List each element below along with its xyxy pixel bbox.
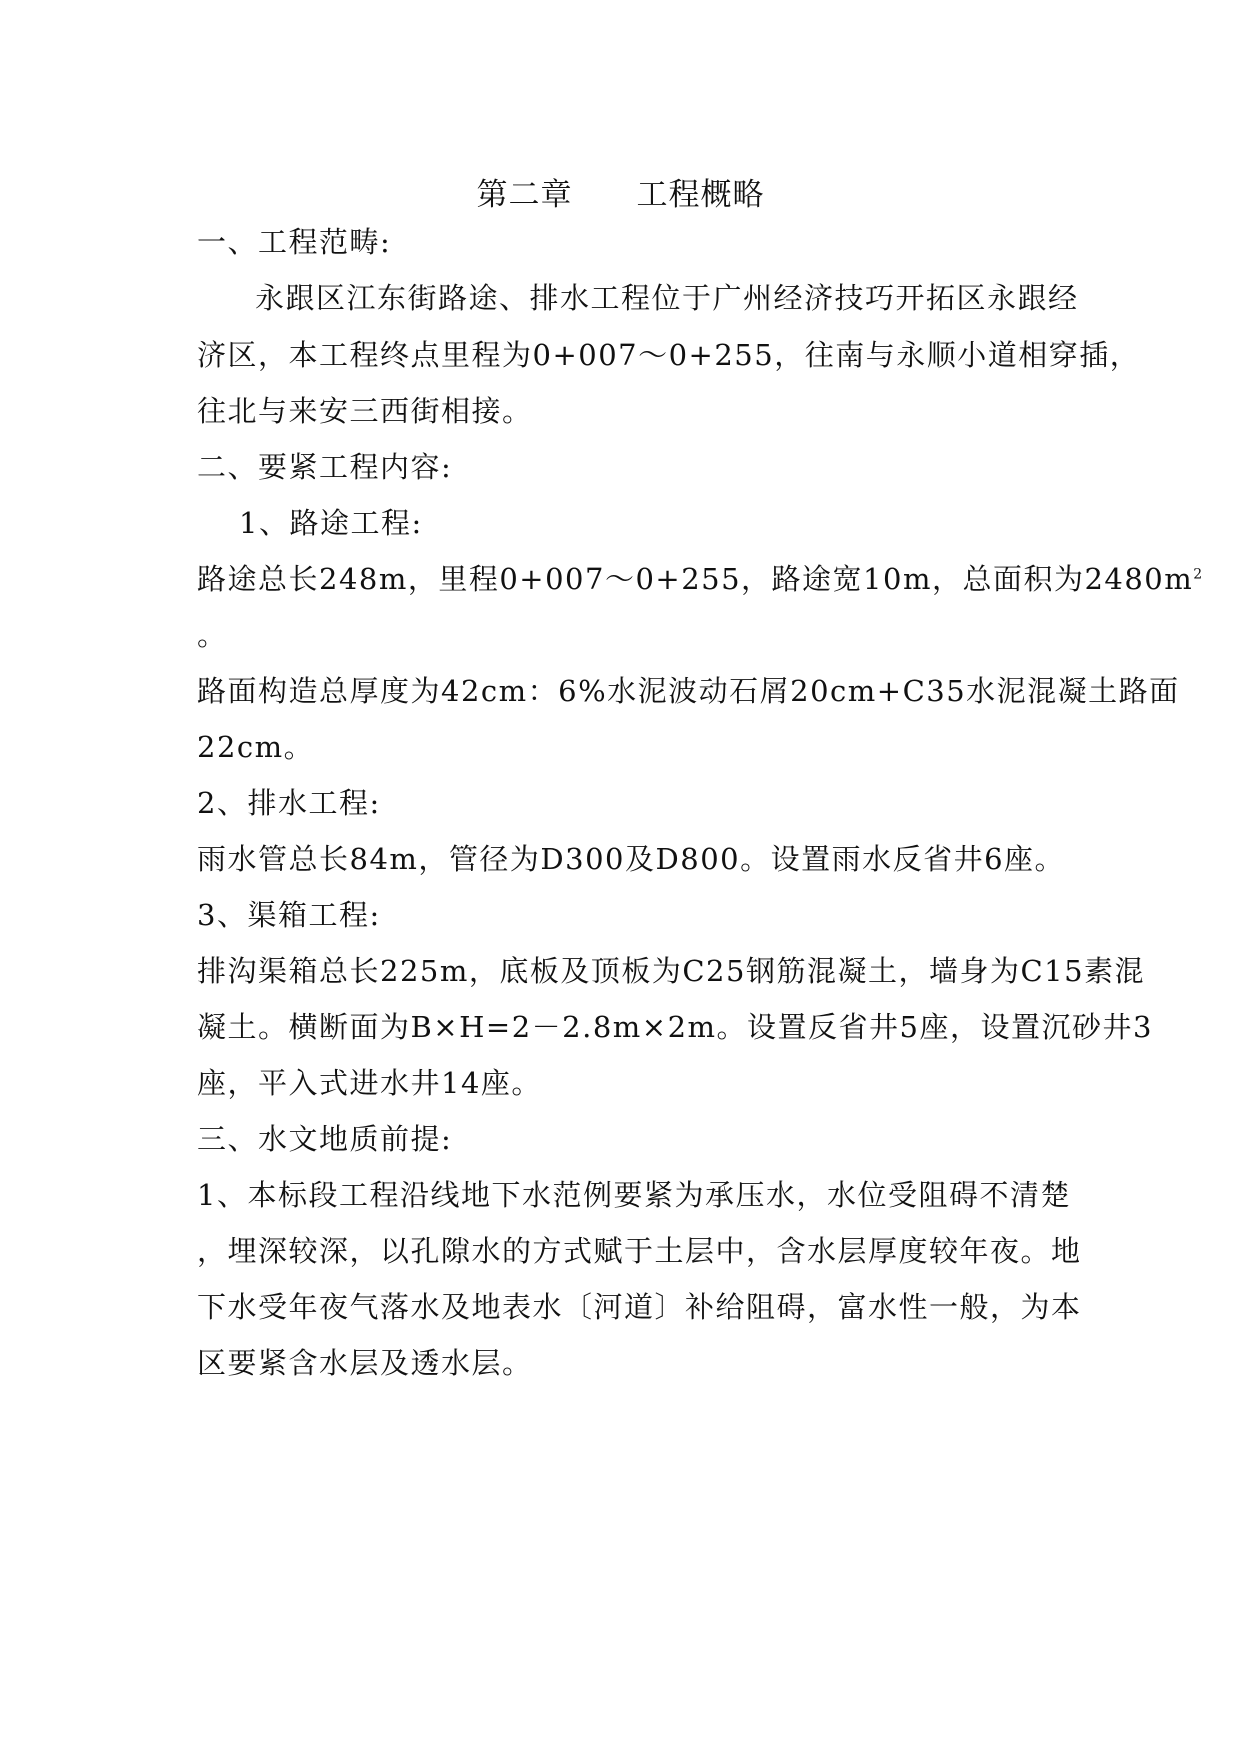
paragraph-line: 路面构造总厚度为42cm：6%水泥波动石屑20cm+C35水泥混凝土路面 [197, 674, 1180, 708]
paragraph-line: 往北与来安三西街相接。 [197, 394, 533, 428]
paragraph-line: 济区，本工程终点里程为0+007～0+255，往南与永顺小道相穿插， [197, 338, 1141, 372]
area-unit-superscript: 2 [1193, 566, 1204, 583]
chapter-title: 第二章 工程概略 [476, 177, 765, 213]
paragraph-line: 排沟渠箱总长225m，底板及顶板为C25钢筋混凝土，墙身为C15素混 [197, 954, 1146, 988]
subsection-heading-culvert: 3、渠箱工程: [197, 898, 381, 932]
paragraph-line: 座，平入式进水井14座。 [197, 1066, 542, 1100]
paragraph-line: 22cm。 [197, 730, 315, 764]
paragraph-line [197, 559, 1204, 599]
subsection-heading-road: 1、路途工程: [239, 506, 423, 540]
paragraph-line: 永跟区江东街路途、排水工程位于广州经济技巧开拓区永跟经 [255, 281, 1079, 315]
section-heading-hydrogeology: 三、水文地质前提: [197, 1122, 453, 1156]
paragraph-line: 1、本标段工程沿线地下水范例要紧为承压水，水位受阻碍不清楚 [197, 1178, 1071, 1212]
paragraph-line: ，埋深较深，以孔隙水的方式赋于土层中，含水层厚度较年夜。地 [197, 1234, 1082, 1268]
paragraph-text: 路途总长248m，里程0+007～0+255，路途宽10m，总面积为2480m [197, 562, 1194, 596]
paragraph-line: 区要紧含水层及透水层。 [197, 1346, 533, 1380]
subsection-heading-drainage: 2、排水工程: [197, 786, 381, 820]
paragraph-line: 雨水管总长84m，管径为D300及D800。设置雨水反省井6座。 [197, 842, 1066, 876]
paragraph-line: 。 [197, 618, 228, 652]
section-heading-scope: 一、工程范畴: [197, 225, 392, 259]
paragraph-line: 凝土。横断面为B×H=2－2.8m×2m。设置反省井5座，设置沉砂井3 [197, 1010, 1153, 1044]
section-heading-main-content: 二、要紧工程内容: [197, 450, 453, 484]
paragraph-line: 下水受年夜气落水及地表水〔河道〕补给阻碍，富水性一般，为本 [197, 1290, 1082, 1324]
